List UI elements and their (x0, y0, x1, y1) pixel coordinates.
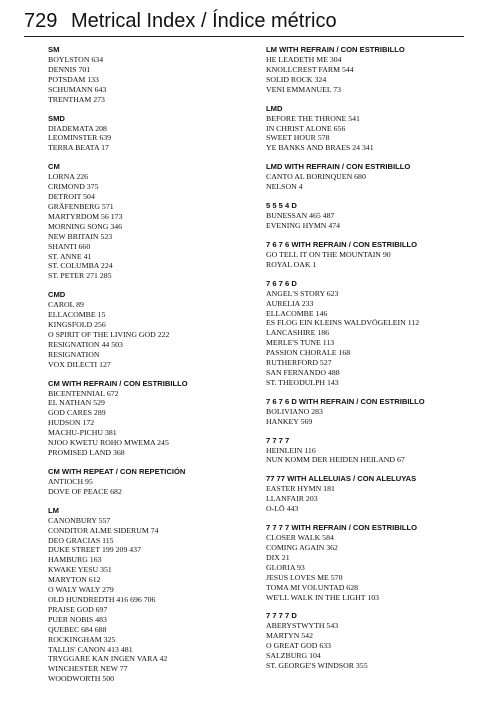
tune-entry: GLORIA 93 (266, 562, 305, 572)
tune-entry: MERLE'S TUNE 113 (266, 338, 335, 348)
tune-entry: SWEET HOUR 578 (266, 133, 330, 143)
meter-heading: LM (48, 505, 59, 515)
right-column (266, 45, 474, 680)
tune-entry: KNOLLCREST FARM 544 (266, 64, 354, 74)
tune-entry: EASTER HYMN 181 (266, 484, 335, 494)
tune-entry: CANTO AL BORINQUEN 680 (266, 172, 366, 182)
tune-entry: NEW BRITAIN 523 (48, 231, 113, 241)
meter-heading: 7 6 7 6 WITH REFRAIN / CON ESTRIBILLO (266, 239, 418, 249)
tune-entry: MORNING SONG 346 (48, 221, 123, 231)
tune-entry: TOMA MI VOLUNTAD 628 (266, 582, 359, 592)
tune-entry: TRYGGARE KAN INGEN VARA 42 (48, 654, 168, 664)
tune-entry: AURELIA 233 (266, 298, 314, 308)
tune-entry: SAN FERNANDO 488 (266, 367, 340, 377)
tune-entry: TALLIS' CANON 413 481 (48, 644, 133, 654)
tune-entry: COMING AGAIN 362 (266, 543, 338, 552)
tune-entry: HE LEADETH ME 304 (266, 55, 342, 64)
tune-entry: DETROIT 504 (48, 192, 95, 202)
tune-entry: TERRA BEATA 17 (48, 143, 109, 153)
tune-entry: ROCKINGHAM 325 (48, 634, 116, 644)
tune-entry: ST. GEORGE'S WINDSOR 355 (266, 661, 368, 671)
tune-entry: CLOSER WALK 584 (266, 533, 334, 543)
tune-entry: RESIGNATION (48, 349, 100, 359)
page-number: 729 (24, 10, 58, 32)
meter-heading: 7 6 7 6 D (266, 278, 297, 288)
meter-heading: 7 7 7 7 D (266, 611, 297, 621)
tune-entry: BEFORE THE THRONE 541 (266, 113, 360, 123)
tune-entry: LORNA 226 (48, 172, 89, 182)
meter-section (48, 290, 256, 369)
meter-section (266, 201, 474, 231)
tune-entry: MARTYN 542 (266, 631, 313, 641)
meter-heading: SMD (48, 113, 65, 123)
tune-entry: KINGSFOLD 256 (48, 320, 106, 330)
tune-entry: OLD HUNDREDTH 416 696 706 (48, 594, 156, 604)
meter-heading: LMD (266, 103, 283, 113)
meter-section (48, 506, 256, 684)
tune-entry: CANONBURY 557 (48, 515, 111, 525)
meter-heading: 7 7 7 7 WITH REFRAIN / CON ESTRIBILLO (266, 523, 418, 533)
meter-section (48, 379, 256, 458)
tune-entry: QUEBEC 684 688 (48, 624, 107, 634)
meter-heading: CM WITH REPEAT / CON REPETICIÓN (48, 466, 186, 476)
meter-heading: CM (48, 162, 60, 172)
tune-entry: ROYAL OAK 1 (266, 259, 317, 269)
tune-entry: DIADEMATA 208 (48, 123, 107, 133)
tune-entry: HUDSON 172 (48, 418, 95, 428)
tune-entry: EVENING HYMN 474 (266, 220, 341, 230)
tune-entry: PRAISE GOD 697 (48, 604, 108, 614)
tune-entry: ST. COLUMBA 224 (48, 261, 113, 271)
meter-heading: 77 77 WITH ALLELUIAS / CON ALELUYAS (266, 474, 417, 484)
tune-entry: BUNESSAN 465 487 (266, 211, 335, 221)
meter-heading: CM WITH REFRAIN / CON ESTRIBILLO (48, 378, 188, 388)
meter-section (266, 104, 474, 154)
tune-entry: WINCHESTER NEW 77 (48, 664, 128, 674)
tune-entry: ABERYSTWYTH 543 (266, 621, 339, 631)
tune-entry: DOVE OF PEACE 682 (48, 486, 122, 496)
meter-section (266, 397, 474, 427)
tune-entry: ES FLOG EIN KLEINS WALDVÖGELEIN 112 (266, 318, 420, 328)
tune-entry: SCHUMANN 643 (48, 84, 107, 94)
tune-entry: CRIMOND 375 (48, 182, 99, 192)
tune-entry: KWAKE YESU 351 (48, 565, 112, 575)
tune-entry: MARTYRDOM 56 173 (48, 211, 123, 221)
tune-entry: SOLID ROCK 324 (266, 74, 327, 84)
meter-heading: SM (48, 45, 60, 54)
page-header (24, 6, 464, 37)
tune-entry: EL NATHAN 529 (48, 398, 105, 408)
tune-entry: DUKE STREET 199 209 437 (48, 545, 141, 555)
tune-entry: BICENTENNIAL 672 (48, 388, 119, 398)
tune-entry: MACHU-PICHU 381 (48, 428, 117, 438)
tune-entry: NELSON 4 (266, 182, 303, 192)
tune-entry: O-LŌ 443 (266, 504, 299, 514)
tune-entry: TRENTHAM 273 (48, 94, 105, 104)
tune-entry: VENI EMMANUEL 73 (266, 84, 342, 94)
tune-entry: JESUS LOVES ME 570 (266, 572, 343, 582)
meter-section (266, 474, 474, 514)
meter-heading: 5 5 5 4 D (266, 201, 297, 211)
meter-section (266, 45, 474, 95)
tune-entry: ST. ANNE 41 (48, 251, 92, 261)
tune-entry: DIX 21 (266, 552, 290, 562)
tune-entry: SALZBURG 104 (266, 651, 321, 661)
tune-entry: NJOO KWETU ROHO MWEMA 245 (48, 438, 169, 448)
tune-entry: DEO GRACIAS 115 (48, 535, 114, 545)
meter-heading: LMD WITH REFRAIN / CON ESTRIBILLO (266, 162, 411, 172)
meter-section (48, 162, 256, 281)
tune-entry: LANCASHIRE 186 (266, 328, 330, 338)
meter-section (266, 611, 474, 671)
tune-entry: ST. THEODULPH 143 (266, 377, 339, 387)
tune-entry: O WALY WALY 279 (48, 585, 114, 595)
tune-entry: GOD CARES 289 (48, 408, 106, 418)
tune-entry: HEINLEIN 116 (266, 445, 316, 455)
page-title: Metrical Index / Índice métrico (70, 10, 337, 32)
left-column (48, 45, 256, 693)
tune-entry: O SPIRIT OF THE LIVING GOD 222 (48, 329, 170, 339)
tune-entry: RUTHERFORD 527 (266, 358, 332, 368)
meter-heading: CMD (48, 290, 66, 300)
meter-section (266, 240, 474, 270)
tune-entry: GRÄFENBERG 571 (48, 201, 114, 211)
tune-entry: VOX DILECTI 127 (48, 359, 111, 369)
tune-entry: CONDITOR ALME SIDERUM 74 (48, 525, 159, 535)
tune-entry: PASSION CHORALE 168 (266, 348, 351, 358)
tune-entry: HAMBURG 163 (48, 555, 102, 565)
meter-section (48, 114, 256, 154)
tune-entry: NUN KOMM DER HEIDEN HEILAND 67 (266, 455, 405, 465)
tune-entry: POTSDAM 133 (48, 74, 99, 84)
tune-entry: PROMISED LAND 368 (48, 448, 125, 457)
tune-entry: LEOMINSTER 639 (48, 133, 112, 143)
tune-entry: ELLACOMBE 146 (266, 308, 328, 318)
tune-entry: PUER NOBIS 483 (48, 614, 107, 624)
meter-section (266, 162, 474, 192)
meter-section (266, 436, 474, 466)
meter-section (266, 279, 474, 388)
tune-entry: HANKEY 569 (266, 416, 313, 426)
meter-section (48, 45, 256, 105)
meter-heading: 7 7 7 7 (266, 435, 290, 445)
tune-entry: WOODWORTH 500 (48, 674, 115, 684)
meter-heading: 7 6 7 6 D WITH REFRAIN / CON ESTRIBILLO (266, 396, 425, 406)
tune-entry: ANTIOCH 95 (48, 476, 93, 486)
tune-entry: ELLACOMBE 15 (48, 310, 106, 320)
tune-entry: BOLIVIANO 283 (266, 406, 323, 416)
tune-entry: MARYTON 612 (48, 575, 101, 585)
tune-entry: O GREAT GOD 633 (266, 641, 332, 651)
tune-entry: IN CHRIST ALONE 656 (266, 123, 346, 133)
tune-entry: LLANFAIR 203 (266, 494, 318, 504)
tune-entry: YE BANKS AND BRAES 24 341 (266, 143, 374, 153)
tune-entry: GO TELL IT ON THE MOUNTAIN 90 (266, 249, 391, 259)
meter-section (266, 523, 474, 602)
tune-entry: WE'LL WALK IN THE LIGHT 103 (266, 592, 380, 602)
tune-entry: ST. PETER 271 285 (48, 271, 112, 281)
tune-entry: ANGEL'S STORY 623 (266, 288, 339, 298)
meter-heading: LM WITH REFRAIN / CON ESTRIBILLO (266, 45, 405, 54)
meter-section (48, 467, 256, 497)
tune-entry: CAROL 89 (48, 300, 84, 310)
tune-entry: DENNIS 701 (48, 64, 91, 74)
tune-entry: SHANTI 660 (48, 241, 91, 251)
tune-entry: BOYLSTON 634 (48, 55, 104, 64)
tune-entry: RESIGNATION 44 503 (48, 339, 123, 349)
